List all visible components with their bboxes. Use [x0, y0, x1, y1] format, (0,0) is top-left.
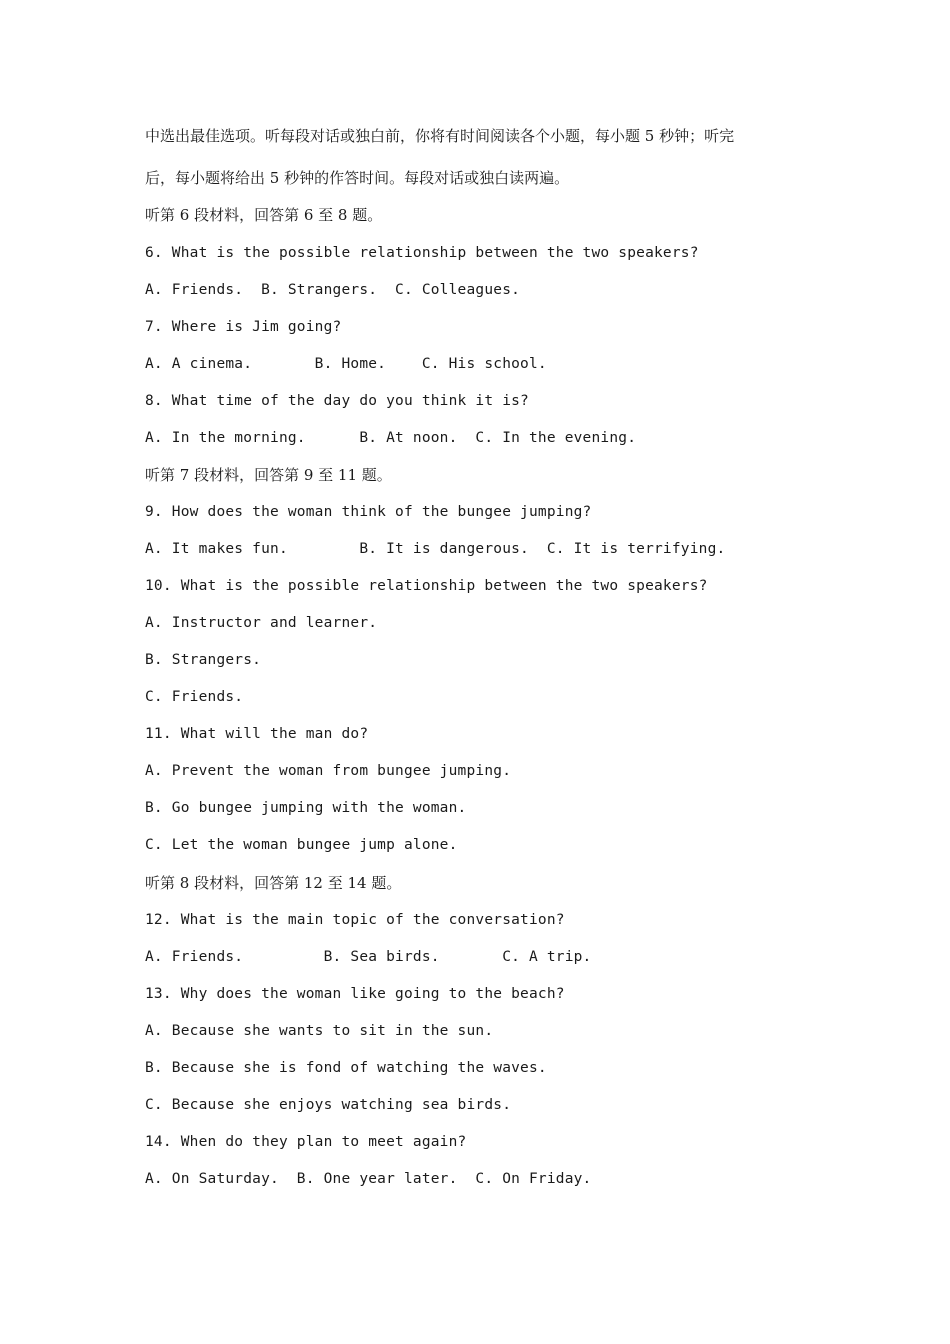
question-12: 12. What is the main topic of the conversation? [145, 912, 565, 928]
question-13-option-a: A. Because she wants to sit in the sun. [145, 1023, 494, 1039]
question-11-option-a: A. Prevent the woman from bungee jumping. [145, 763, 512, 779]
section-7-heading: 听第 7 段材料，回答第 9 至 11 题。 [145, 466, 392, 484]
question-10-option-a: A. Instructor and learner. [145, 615, 378, 631]
question-13-option-c: C. Because she enjoys watching sea birds. [145, 1097, 512, 1113]
question-8: 8. What time of the day do you think it is? [145, 393, 529, 409]
question-10-option-c: C. Friends. [145, 689, 244, 705]
question-14: 14. When do they plan to meet again? [145, 1134, 467, 1150]
question-8-options: A. In the morning. B. At noon. C. In the evening. [145, 430, 637, 446]
question-13: 13. Why does the woman like going to the beach? [145, 986, 565, 1002]
section-8-heading: 听第 8 段材料，回答第 12 至 14 题。 [145, 874, 402, 892]
question-14-options: A. On Saturday. B. One year later. C. On Friday. [145, 1171, 592, 1187]
question-6: 6. What is the possible relationship between the two speakers? [145, 245, 699, 261]
section-6-heading: 听第 6 段材料，回答第 6 至 8 题。 [145, 206, 383, 224]
question-10-option-b: B. Strangers. [145, 652, 262, 668]
question-9: 9. How does the woman think of the bungee jumping? [145, 504, 592, 520]
question-11: 11. What will the man do? [145, 726, 369, 742]
question-10: 10. What is the possible relationship between the two speakers? [145, 578, 708, 594]
intro-line-1: 中选出最佳选项。听每段对话或独白前，你将有时间阅读各个小题，每小题 5 秒钟；听完 [145, 127, 735, 145]
question-9-options: A. It makes fun. B. It is dangerous. C. It is terrifying. [145, 541, 726, 557]
question-11-option-b: B. Go bungee jumping with the woman. [145, 800, 467, 816]
question-11-option-c: C. Let the woman bungee jump alone. [145, 837, 458, 853]
question-13-option-b: B. Because she is fond of watching the waves. [145, 1060, 547, 1076]
question-7: 7. Where is Jim going? [145, 319, 342, 335]
question-12-options: A. Friends. B. Sea birds. C. A trip. [145, 949, 592, 965]
question-6-options: A. Friends. B. Strangers. C. Colleagues. [145, 282, 521, 298]
intro-line-2: 后，每小题将给出 5 秒钟的作答时间。每段对话或独白读两遍。 [145, 169, 570, 187]
question-7-options: A. A cinema. B. Home. C. His school. [145, 356, 547, 372]
